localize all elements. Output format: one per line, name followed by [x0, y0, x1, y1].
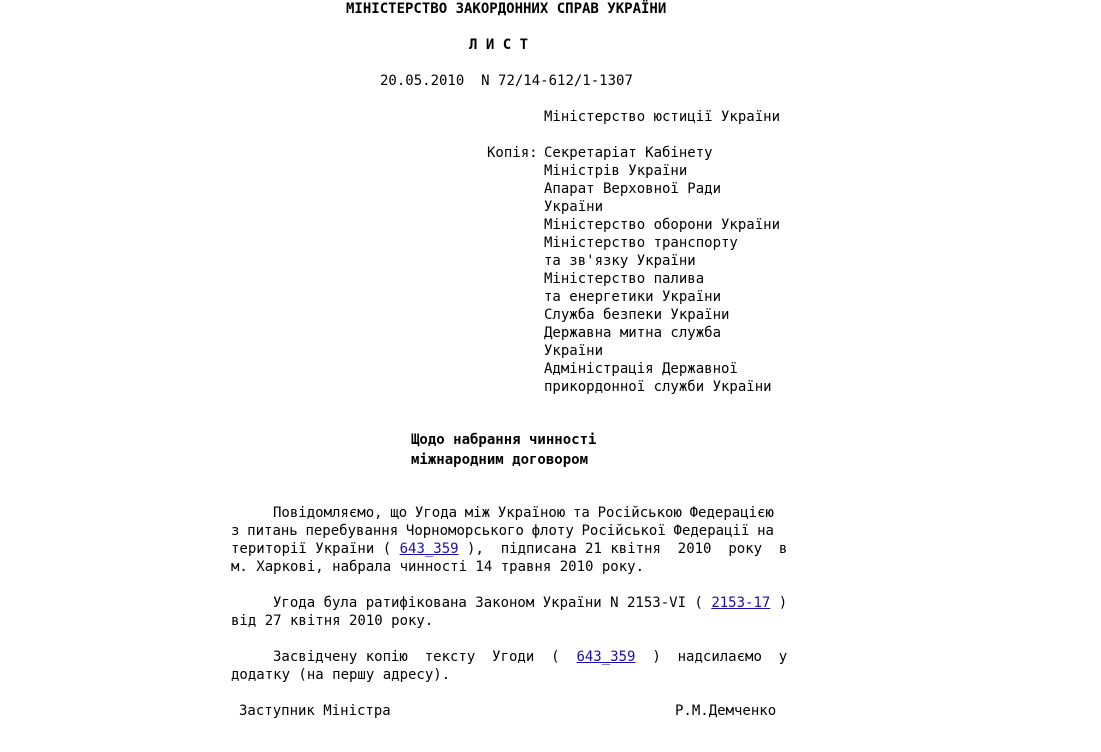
copy-recipient: Міністерство оборони України [544, 217, 781, 233]
doc-link-643-359[interactable]: 643_359 [399, 541, 459, 557]
text-span: Засвідчену копію тексту Угоди ( [273, 649, 560, 665]
word: Російської [581, 523, 666, 539]
copy-recipient: Міністрів України [544, 163, 688, 179]
word: Чорноморського [405, 523, 524, 539]
copy-recipient: Державна митна служба [544, 325, 722, 341]
addressee: Міністерство юстиції України [544, 109, 781, 125]
copy-recipient: Міністерство палива [544, 271, 705, 287]
word: на [757, 523, 774, 539]
word: Російською [597, 505, 682, 521]
subject-line: міжнародним договором [411, 452, 589, 468]
word: між [464, 505, 491, 521]
copy-recipient: та зв'язку України [544, 253, 696, 269]
copy-label: Копія: [487, 145, 538, 161]
body-p3-line2: додатку (на першу адресу). [231, 667, 451, 683]
body-p3-line1 [273, 648, 787, 666]
body-p2-line2: від 27 квітня 2010 року. [231, 613, 434, 629]
text-span: території України ( [231, 541, 392, 557]
ministry-header: МІНІСТЕРСТВО ЗАКОРДОННИХ СПРАВ УКРАЇНИ [346, 1, 667, 17]
document-date: 20.05.2010 [380, 73, 465, 89]
text-span: ) [778, 595, 788, 611]
copy-recipient: Апарат Верховної Ради [544, 181, 722, 197]
document-number: N 72/14-612/1-1307 [481, 73, 633, 89]
copy-recipient: Служба безпеки України [544, 307, 730, 323]
subject-line: Щодо набрання чинності [411, 432, 597, 448]
copy-recipient: України [544, 343, 604, 359]
word: що [390, 505, 408, 521]
word: перебування [305, 523, 399, 539]
copy-recipient: прикордонної служби України [544, 379, 772, 395]
text-span: ), підписана 21 квітня 2010 року в [467, 541, 788, 557]
text-span: ) надсилаємо у [652, 649, 788, 665]
copy-recipient: Міністерство транспорту [544, 235, 738, 251]
word: флоту [531, 523, 574, 539]
word: та [573, 505, 590, 521]
document-date-number [380, 72, 633, 90]
copy-recipient: Секретаріат Кабінету [544, 145, 713, 161]
word: з [231, 523, 240, 539]
copy-recipient: Адміністрація Державної [544, 361, 738, 377]
body-p2-line1 [273, 594, 787, 612]
doc-link-2153-17[interactable]: 2153-17 [711, 595, 771, 611]
body-p1-line4: м. Харкові, набрала чинності 14 травня 2010 року. [231, 559, 645, 575]
copy-recipient: України [544, 199, 604, 215]
word: питань [247, 523, 298, 539]
body-p1-line2 [231, 522, 774, 540]
word: Угода [414, 505, 458, 521]
body-p1-line3 [231, 540, 787, 558]
copy-recipient: та енергетики України [544, 289, 722, 305]
word: Повідомляємо, [273, 505, 383, 521]
word: Україною [497, 505, 566, 521]
signature-name: Р.М.Демченко [675, 703, 777, 719]
document-type-title: Л И С Т [469, 37, 529, 53]
text-span: Угода була ратифікована Законом України N 2153-VI ( [273, 595, 703, 611]
word: Федерацією [689, 505, 774, 521]
doc-link-643-359[interactable]: 643_359 [576, 649, 636, 665]
word: Федерації [673, 523, 750, 539]
signature-position: Заступник Міністра [239, 703, 391, 719]
body-p1-line1 [273, 504, 774, 522]
